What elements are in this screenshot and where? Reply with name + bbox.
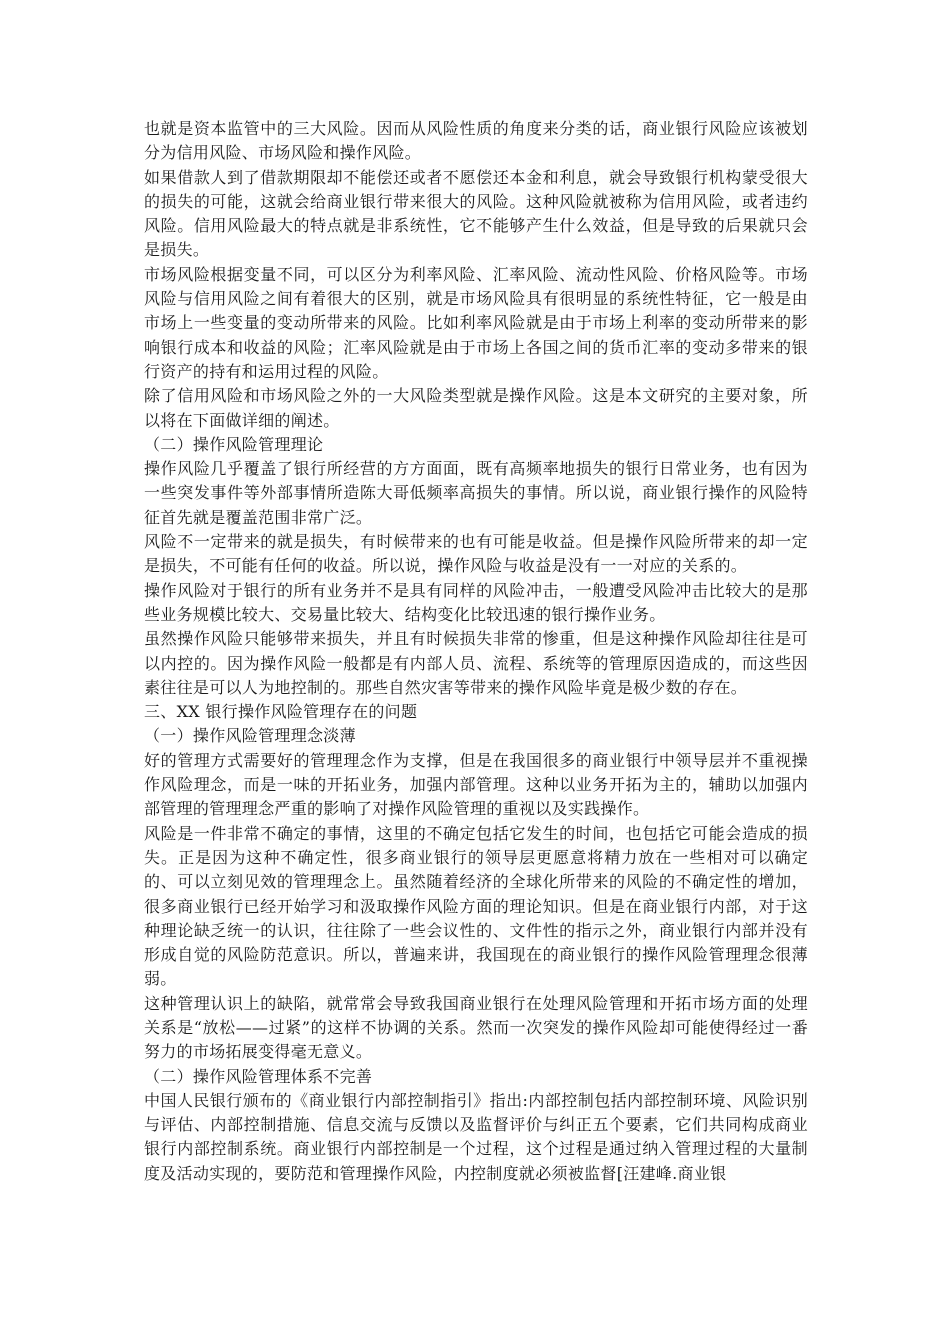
paragraph-cognitive-defect: 这种管理认识上的缺陷，就常常会导致我国商业银行在处理风险管理和开拓市场方面的处理关系是“放松——过紧”的这样不协调的关系。然而一次突发的操作风险却可能使得经过一番努力的市场拓展变得毫无意义。	[144, 993, 808, 1062]
paragraph-operational-risk-intro: 除了信用风险和市场风险之外的一大风险类型就是操作风险。这是本文研究的主要对象，所以将在下面做详细的阐述。	[144, 386, 808, 430]
paragraph-three-major-risks: 也就是资本监管中的三大风险。因而从风险性质的角度来分类的话，商业银行风险应该被划分为信用风险、市场风险和操作风险。	[144, 119, 808, 163]
paragraph-loss-only: 风险不一定带来的就是损失，有时候带来的也有可能是收益。但是操作风险所带来的却一定是损失，不可能有任何的收益。所以说，操作风险与收益是没有一一对应的关系的。	[144, 532, 808, 576]
paragraph-coverage: 操作风险几乎覆盖了银行所经营的方方面面，既有高频率地损失的银行日常业务，也有因为一些突发事件等外部事情所造陈大哥低频率高损失的事情。所以说，商业银行操作的风险特征首先就是覆盖范围非常广泛。	[144, 459, 808, 527]
document-page	[144, 117, 808, 1186]
paragraph-market-risk: 市场风险根据变量不同，可以区分为利率风险、汇率风险、流动性风险、价格风险等。市场风险与信用风险之间有着很大的区别，就是市场风险具有很明显的系统性特征，它一般是由市场上一些变量的变动所带来的风险。比如利率风险就是由于市场上利率的变动所带来的影响银行成本和收益的风险；汇率风险就是由于市场上各国之间的货币汇率的变动多带来的银行资产的持有和运用过程的风险。	[144, 264, 808, 381]
section-heading-weak-concept: （一）操作风险管理理念淡薄	[144, 726, 356, 746]
paragraph-impact: 操作风险对于银行的所有业务并不是具有同样的风险冲击，一般遭受风险冲击比较大的是那些业务规模比较大、交易量比较大、结构变化比较迅速的银行操作业务。	[144, 580, 808, 624]
paragraph-credit-risk: 如果借款人到了借款期限却不能偿还或者不愿偿还本金和利息，就会导致银行机构蒙受很大的损失的可能，这就会给商业银行带来很大的风险。这种风险就被称为信用风险，或者违约风险。信用风险最大的特点就是非系统性，它不能够产生什么效益，但是导致的后果就只会是损失。	[144, 167, 808, 260]
paragraph-management-concept: 好的管理方式需要好的管理理念作为支撑，但是在我国很多的商业银行中领导层并不重视操作风险理念，而是一味的开拓业务，加强内部管理。这种以业务开拓为主的，辅助以加强内部管理的管理理念严重的影响了对操作风险管理的重视以及实践操作。	[144, 750, 808, 819]
section-heading-operational-risk-theory: （二）操作风险管理理论	[144, 434, 324, 454]
paragraph-controllable: 虽然操作风险只能够带来损失，并且有时候损失非常的惨重，但是这种操作风险却往往是可以内控的。因为操作风险一般都是有内部人员、流程、系统等的管理原因造成的，而这些因素往往是可以人为地控制的。那些自然灾害等带来的操作风险毕竟是极少数的存在。	[144, 629, 808, 697]
paragraph-uncertainty: 风险是一件非常不确定的事情，这里的不确定包括它发生的时间，也包括它可能会造成的损失。正是因为这种不确定性，很多商业银行的领导层更愿意将精力放在一些相对可以确定的、可以立刻见效的管理理念上。虽然随着经济的全球化所带来的风险的不确定性的增加，很多商业银行已经开始学习和汲取操作风险方面的理论知识。但是在商业银行内部，对于这种理论缺乏统一的认识，往往除了一些会议性的、文件性的指示之外，商业银行内部并没有形成自觉的风险防范意识。所以，普遍来讲，我国现在的商业银行的操作风险管理理念很薄弱。	[144, 823, 808, 989]
section-heading-incomplete-system: （二）操作风险管理体系不完善	[144, 1066, 373, 1086]
paragraph-internal-control-guideline: 中国人民银行颁布的《商业银行内部控制指引》指出:内部控制包括内部控制环境、风险识别与评估、内部控制措施、信息交流与反馈以及监督评价与纠正五个要素，它们共同构成商业银行内部控制系统。商业银行内部控制是一个过程，这个过程是通过纳入管理过程的大量制度及活动实现的，要防范和管理操作风险，内控制度就必须被监督[汪建峰.商业银	[144, 1090, 808, 1183]
section-heading-problems: 三、XX 银行操作风险管理存在的问题	[144, 702, 418, 722]
